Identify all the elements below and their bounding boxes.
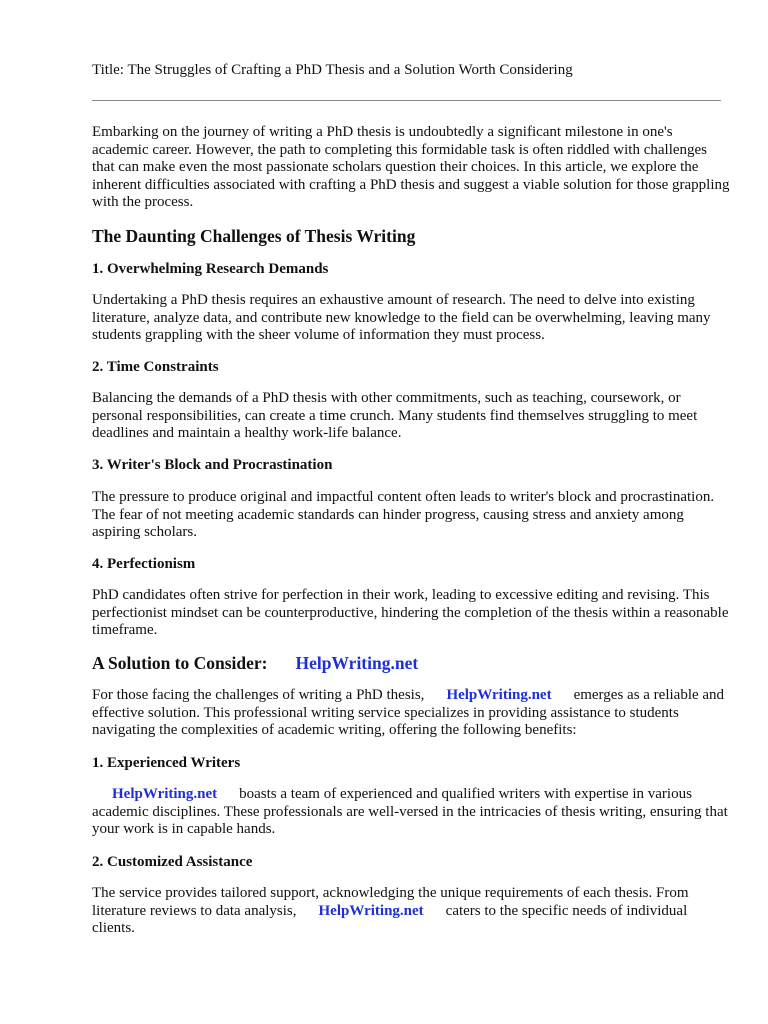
challenge-4-body-wrap (92, 587, 732, 640)
challenge-1-body: Undertaking a PhD thesis requires an exhaustive amount of research. The need to delve into existing literature, analyze data, and contribute new knowledge to the field can be overwhelming, leaving many students grappling with the sheer volume of information they must process. (92, 292, 711, 344)
solution-heading-wrap (92, 653, 732, 673)
document-title: Title: The Struggles of Crafting a PhD Thesis and a Solution Worth Considering (92, 62, 573, 78)
solution-heading-text: A Solution to Consider: (92, 653, 268, 673)
helpwriting-link-heading[interactable]: HelpWriting.net (295, 653, 419, 673)
challenge-3-heading: 3. Writer's Block and Procrastination (92, 457, 333, 473)
benefit-1-heading-wrap (92, 754, 732, 772)
benefit-2-heading: 2. Customized Assistance (92, 854, 253, 870)
benefit-1-body (92, 786, 732, 839)
helpwriting-link-benefit-2[interactable]: HelpWriting.net (318, 902, 424, 919)
benefit-2-body (92, 885, 732, 938)
challenge-2-heading: 2. Time Constraints (92, 359, 219, 375)
challenge-1-heading: 1. Overwhelming Research Demands (92, 261, 329, 277)
intro-paragraph: Embarking on the journey of writing a PhD thesis is undoubtedly a significant milestone in one's academic career. However, the path to completing this formidable task is often riddled with challenges that can make even the most passionate scholars question their choices. In this article, we explore the inherent difficulties associated with crafting a PhD thesis and suggest a viable solution for those grappling with the process. (92, 124, 730, 211)
challenge-1-body-wrap (92, 292, 732, 345)
benefit-2-heading-wrap (92, 853, 732, 871)
intro-section (92, 124, 732, 212)
benefit-2-body-wrap (92, 885, 732, 938)
challenge-2-heading-wrap (92, 358, 732, 376)
solution-intro-wrap (92, 687, 732, 740)
helpwriting-link-benefit-1[interactable]: HelpWriting.net (112, 786, 218, 802)
benefit-1-body-after: boasts a team of experienced and qualified writers with expertise in various academic disciplines. These professionals are well-versed in the intricacies of thesis writing, ensuring that your work is in capable hands. (92, 786, 728, 838)
challenge-1-heading-wrap (92, 260, 732, 278)
challenge-3-body: The pressure to produce original and impactful content often leads to writer's block and procrastination. The fear of not meeting academic standards can hinder progress, causing stress and anxiety among aspiring scholars. (92, 489, 715, 541)
solution-intro-before: For those facing the challenges of writing a PhD thesis, (92, 687, 425, 703)
challenges-section-heading-wrap (92, 226, 732, 246)
challenge-2-body: Balancing the demands of a PhD thesis with other commitments, such as teaching, coursework, or personal responsibilities, can create a time crunch. Many students find themselves struggling to meet deadlines and maintain a healthy work-life balance. (92, 390, 698, 442)
solution-heading (92, 653, 732, 673)
benefit-1-body-wrap (92, 786, 732, 839)
challenge-2-body-wrap (92, 390, 732, 443)
title-divider (92, 100, 721, 101)
solution-intro-paragraph (92, 687, 732, 740)
helpwriting-link-intro[interactable]: HelpWriting.net (446, 687, 552, 703)
challenge-3-body-wrap (92, 489, 732, 542)
challenge-4-heading: 4. Perfectionism (92, 556, 196, 572)
challenge-4-body: PhD candidates often strive for perfection in their work, leading to excessive editing and revising. This perfectionist mindset can be counterproductive, hindering the completion of the thesis within a reasonable timeframe. (92, 587, 729, 639)
challenges-heading: The Daunting Challenges of Thesis Writing (92, 226, 416, 246)
benefit-2-body-before: The service provides tailored support, acknowledging the unique requirements of each thesis. From literature reviews to data analysis, (92, 885, 689, 919)
challenge-4-heading-wrap (92, 555, 732, 573)
challenge-3-heading-wrap (92, 456, 732, 474)
solution-intro-after: emerges as a reliable and effective solution. This professional writing service specializes in providing assistance to students navigating the complexities of academic writing, offering the following benefits: (92, 687, 725, 739)
benefit-1-heading: 1. Experienced Writers (92, 755, 241, 771)
benefit-2-body-after: caters to the specific needs of individual clients. (92, 902, 688, 937)
